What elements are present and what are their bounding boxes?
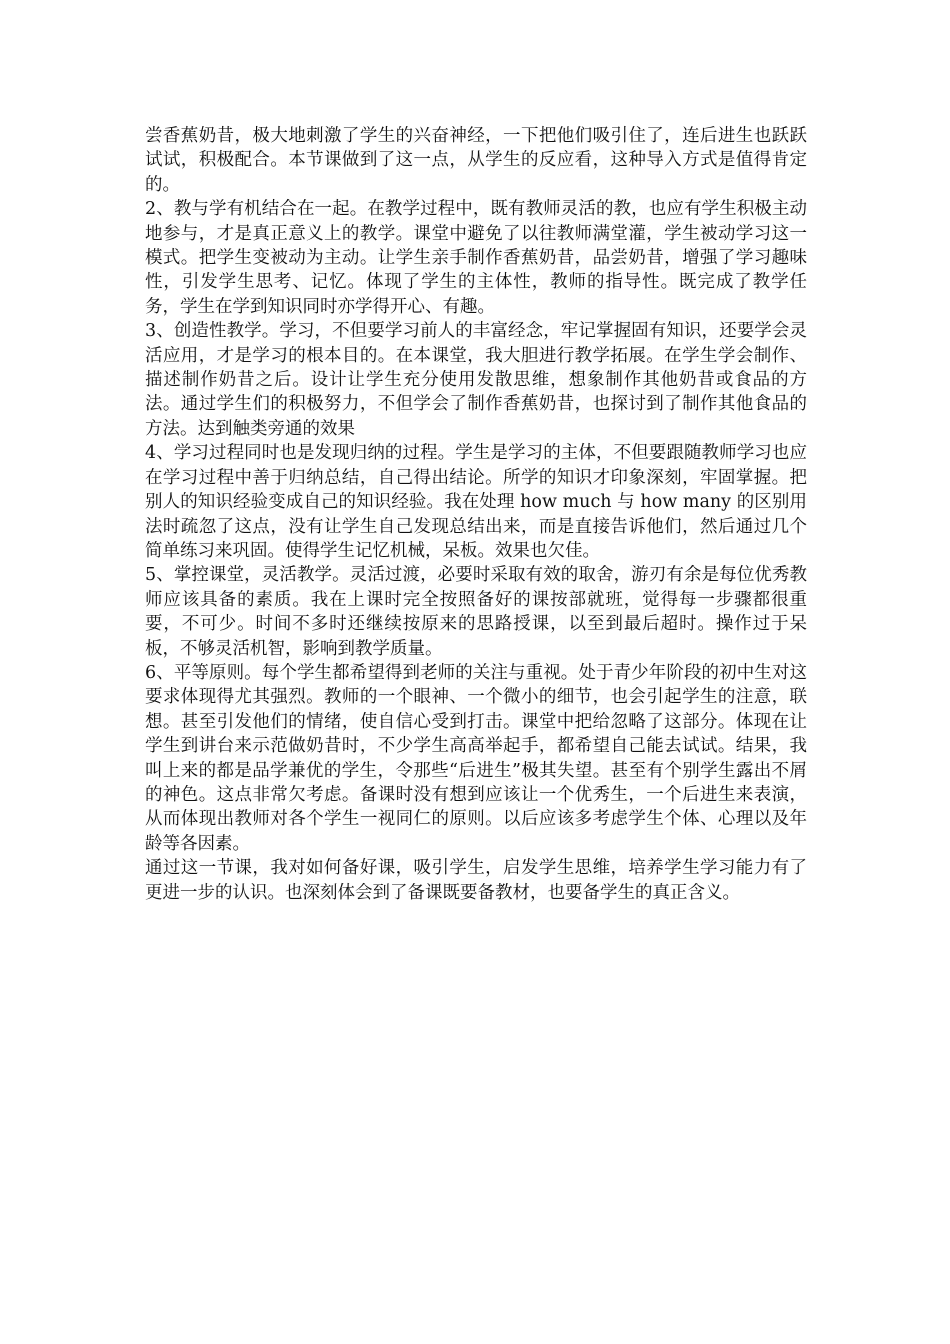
paragraph-point-4: 4、学习过程同时也是发现归纳的过程。学生是学习的主体，不但要跟随教师学习也应在学习过程中善于归纳总结，自己得出结论。所学的知识才印象深刻，牢固掌握。把别人的知识经验变成自己的知识经验。我在处理 how much 与 how many 的区别用法时疏忽了这点，没有让学生自己发现总结出来，而是直接告诉他们，然后通过几个简单练习来巩固。使得学生记忆机械，呆板。效果也欠佳。 (145, 443, 807, 561)
paragraph-point-2: 2、教与学有机结合在一起。在教学过程中，既有教师灵活的教，也应有学生积极主动地参与，才是真正意义上的教学。课堂中避免了以往教师满堂灌，学生被动学习这一模式。把学生变被动为主动。让学生亲手制作香蕉奶昔，品尝奶昔，增强了学习趣味性，引发学生思考、记忆。体现了学生的主体性，教师的指导性。既完成了教学任务，学生在学到知识同时亦学得开心、有趣。 (145, 199, 807, 317)
paragraph-point-3: 3、创造性教学。学习，不但要学习前人的丰富经念，牢记掌握固有知识，还要学会灵活应用，才是学习的根本目的。在本课堂，我大胆进行教学拓展。在学生学会制作、描述制作奶昔之后。设计让学生充分使用发散思维，想象制作其他奶昔或食品的方法。通过学生们的积极努力，不但学会了制作香蕉奶昔，也探讨到了制作其他食品的方法。达到触类旁通的效果 (145, 321, 807, 439)
paragraph-intro-continuation: 尝香蕉奶昔，极大地刺激了学生的兴奋神经，一下把他们吸引住了，连后进生也跃跃试试，积极配合。本节课做到了这一点，从学生的反应看，这种导入方式是值得肯定的。 (145, 126, 807, 195)
document-body (145, 124, 807, 905)
paragraph-point-6: 6、平等原则。每个学生都希望得到老师的关注与重视。处于青少年阶段的初中生对这要求体现得尤其强烈。教师的一个眼神、一个微小的细节，也会引起学生的注意，联想。甚至引发他们的情绪，使自信心受到打击。课堂中把给忽略了这部分。体现在让学生到讲台来示范做奶昔时，不少学生高高举起手，都希望自己能去试试。结果，我叫上来的都是品学兼优的学生，令那些“后进生”极其失望。甚至有个别学生露出不屑的神色。这点非常欠考虑。备课时没有想到应该让一个优秀生，一个后进生来表演，从而体现出教师对各个学生一视同仁的原则。以后应该多考虑学生个体、心理以及年龄等各因素。 (145, 662, 807, 854)
paragraph-point-5: 5、掌控课堂，灵活教学。灵活过渡，必要时采取有效的取舍，游刃有余是每位优秀教师应该具备的素质。我在上课时完全按照备好的课按部就班，觉得每一步骤都很重要，不可少。时间不多时还继续按原来的思路授课，以至到最后超时。操作过于呆板，不够灵活机智，影响到教学质量。 (145, 565, 807, 659)
paragraph-conclusion: 通过这一节课，我对如何备好课，吸引学生，启发学生思维，培养学生学习能力有了更进一步的认识。也深刻体会到了备课既要备教材，也要备学生的真正含义。 (145, 858, 807, 903)
